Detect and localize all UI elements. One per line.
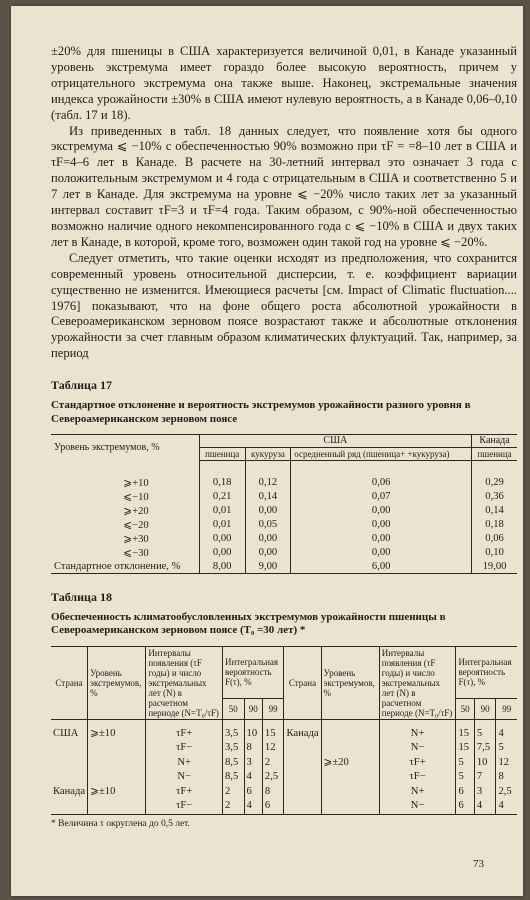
table-cell: 0,06 <box>291 461 472 490</box>
t18-h-prob-l: Интегральная вероятность F(τ), % <box>223 646 284 698</box>
table-cell: 0,14 <box>472 504 517 518</box>
t18-h-99-r: 99 <box>496 698 517 719</box>
table-cell <box>284 756 321 771</box>
table-cell: 0,07 <box>291 490 472 504</box>
table-cell: 0,00 <box>291 532 472 546</box>
row-label: ⩾+10 <box>123 477 149 489</box>
table-row <box>51 756 517 771</box>
table-cell: N− <box>146 770 223 785</box>
table-cell: 0,21 <box>199 490 245 504</box>
t17-h-corn: кукуруза <box>245 448 291 461</box>
table18-number: Таблица 18 <box>51 589 112 604</box>
table-cell: N+ <box>379 719 456 741</box>
table-cell: 15 <box>456 719 474 741</box>
row-label: ⩽−20 <box>123 519 149 531</box>
table-cell: 4 <box>244 770 262 785</box>
t18-h-90-r: 90 <box>474 698 496 719</box>
table-cell: 0,18 <box>472 518 517 532</box>
paragraph-2: Из приведенных в табл. 18 данных следует, что появление хотя бы одного экстремума ⩽ −10% с обеспеченностью 90% возможно при τF = =8–10 лет в США и τF=4–6 лет в Канаде. В расчете на 30-летний интервал это означает 3 года с положительным экстремумом и 4 года с отрицательным в США и соответственно 5 и 7 лет в Канаде. Для экстремума на уровне ⩽ −20% число таких лет за указанный интервал составит τF=3 и τF=4 года. Таким образом, с 90%-ной обеспеченностью возможно наличие одного некомпенсированного года с ⩽ −10% в США и двух таких лет в Канаде, в которой, кроме того, возможен один такой год на уровне ⩽ −20%. <box>51 123 517 249</box>
table-cell: 4 <box>496 719 517 741</box>
table-cell <box>321 770 379 785</box>
table-cell: 3 <box>474 785 496 800</box>
table-cell: 6,00 <box>291 560 472 574</box>
table-cell: 10 <box>474 756 496 771</box>
table18 <box>51 646 517 815</box>
table-cell <box>88 741 146 756</box>
table-cell <box>51 756 88 771</box>
table-cell: 0,14 <box>245 490 291 504</box>
table-cell: 9,00 <box>245 560 291 574</box>
table-cell: N+ <box>379 785 456 800</box>
page-number: 73 <box>473 858 484 870</box>
t18-h-level-r: Уровень экстремумов, % <box>321 646 379 719</box>
table-cell: 0,05 <box>245 518 291 532</box>
table-cell: 12 <box>262 741 284 756</box>
table-cell: 5 <box>474 719 496 741</box>
table-cell: 15 <box>262 719 284 741</box>
row-label: ⩾+20 <box>123 505 149 517</box>
t18-h-50-l: 50 <box>223 698 245 719</box>
table-cell: 0,00 <box>199 532 245 546</box>
t17-h-canada: Канада <box>472 435 517 448</box>
table-cell: ⩾±10 <box>88 785 146 800</box>
table-cell: 4 <box>244 799 262 814</box>
table-cell <box>321 719 379 741</box>
table-cell <box>88 770 146 785</box>
table-cell: 0,00 <box>245 532 291 546</box>
table-cell: 4 <box>474 799 496 814</box>
table-row <box>51 490 517 504</box>
table-cell: 8 <box>496 770 517 785</box>
table-cell: 0,00 <box>291 504 472 518</box>
t18-h-99-l: 99 <box>262 698 284 719</box>
table-cell: 0,06 <box>472 532 517 546</box>
table-row <box>51 799 517 814</box>
table-cell: 3,5 <box>223 719 245 741</box>
t17-h-wheat: пшеница <box>199 448 245 461</box>
table-row <box>51 532 517 546</box>
table-cell: τF+ <box>146 785 223 800</box>
table-cell: 4 <box>496 799 517 814</box>
t17-h-wheat-ca: пшеница <box>472 448 517 461</box>
table-cell: 3,5 <box>223 741 245 756</box>
table-cell <box>88 799 146 814</box>
paragraph-1: ±20% для пшеницы в США характеризуется величиной 0,01, в Канаде указанный уровень экстремума имеет гораздо более высокую вероятность, причем у отрицательного экстремума она также выше. Наконец, экстремальные значения индекса урожайности ±30% в США имеют нулевую вероятность, а в Канаде 0,06–0,10 (табл. 17 и 18). <box>51 44 517 122</box>
table-cell <box>284 741 321 756</box>
t18-h-50-r: 50 <box>456 698 474 719</box>
table-cell <box>284 770 321 785</box>
table-cell: ⩾±10 <box>88 719 146 741</box>
table-cell: 0,00 <box>245 546 291 560</box>
t18-h-90-l: 90 <box>244 698 262 719</box>
page-text <box>51 44 517 829</box>
table-cell: 2,5 <box>496 785 517 800</box>
t18-h-country-l: Страна <box>55 677 83 688</box>
table-row <box>51 546 517 560</box>
table-cell: 6 <box>456 799 474 814</box>
table-cell: 19,00 <box>472 560 517 574</box>
table-cell: 0,01 <box>199 518 245 532</box>
table-cell: 0,12 <box>245 461 291 490</box>
table-cell: США <box>53 727 79 739</box>
table-cell <box>321 799 379 814</box>
t17-h-level: Уровень экстремумов, % <box>54 441 160 453</box>
table-cell <box>51 741 88 756</box>
t17-h-avg: осредненный ряд (пшеница+ +кукуруза) <box>291 448 472 461</box>
t18-h-intervals-r: Интервалы появления (τF годы) и число экстремальных лет (N) в расчетном периоде (N=T₀/τF) <box>379 646 456 719</box>
table-cell: N+ <box>146 756 223 771</box>
table-cell: 2 <box>223 785 245 800</box>
table-cell: 0,00 <box>199 546 245 560</box>
table-cell: 8 <box>244 741 262 756</box>
table-cell: 6 <box>456 785 474 800</box>
table-cell <box>88 756 146 771</box>
table-row <box>51 770 517 785</box>
table-cell: 6 <box>244 785 262 800</box>
table17-caption: Стандартное отклонение и вероятность экстремумов урожайности разного уровня в Североамериканском зерновом поясе <box>51 399 471 425</box>
table-cell: 8,5 <box>223 770 245 785</box>
table-cell: Канада <box>284 719 321 741</box>
table-cell: 7 <box>474 770 496 785</box>
table-cell: τF+ <box>146 719 223 741</box>
table-row <box>51 504 517 518</box>
table17 <box>51 434 517 574</box>
row-label: ⩽−30 <box>123 547 149 559</box>
table-cell <box>51 799 88 814</box>
table-cell: τF+ <box>379 756 456 771</box>
table-cell: 5 <box>496 741 517 756</box>
table17-number: Таблица 17 <box>51 378 112 393</box>
table-row <box>51 785 517 800</box>
table-cell <box>321 785 379 800</box>
table-cell: 3 <box>244 756 262 771</box>
row-label: ⩽−10 <box>123 491 149 503</box>
table-cell <box>284 799 321 814</box>
table-cell <box>51 770 88 785</box>
table-cell: N− <box>379 741 456 756</box>
table-cell: 6 <box>262 799 284 814</box>
table-cell: 0,18 <box>199 461 245 490</box>
paragraph-3: Следует отметить, что такие оценки исходят из предположения, что сохранится современный уровень относительной дисперсии, т. е. коэффициент вариации существенно не изменится. Имеющиеся расчеты [см. Impact of Climatic fluctuation.... 1976] показывают, что на фоне общего роста абсолютной урожайности в Североамериканском зерновом поясе возрастают также и абсолютные отклонения урожайности за счет главным образом климатических флуктуаций. Так, например, за период <box>51 250 517 361</box>
table-cell: 10 <box>244 719 262 741</box>
table-row <box>51 560 517 574</box>
t18-h-prob-r: Интегральная вероятность F(τ), % <box>456 646 517 698</box>
t18-h-country-r: Страна <box>284 646 321 719</box>
table-row <box>51 719 517 741</box>
book-page <box>11 6 523 896</box>
table-cell: τF− <box>146 741 223 756</box>
table-row <box>51 518 517 532</box>
t17-h-usa: США <box>199 435 471 448</box>
row-label: ⩾+30 <box>123 533 149 545</box>
table-cell: 5 <box>456 770 474 785</box>
table-cell: N− <box>379 799 456 814</box>
row-label: Стандартное отклонение, % <box>54 560 181 572</box>
table-cell: 2 <box>223 799 245 814</box>
table-cell: 0,00 <box>291 546 472 560</box>
table-cell: 2 <box>262 756 284 771</box>
table-row <box>51 741 517 756</box>
table-cell <box>284 785 321 800</box>
table18-caption: Обеспеченность климатообусловленных экстремумов урожайности пшеницы в Североамериканском зерновом поясе (T₀ =30 лет) * <box>51 610 446 637</box>
table-cell: Канада <box>53 785 86 797</box>
table-cell: 0,00 <box>291 518 472 532</box>
table-cell: 15 <box>456 741 474 756</box>
table-cell: τF− <box>146 799 223 814</box>
table18-footnote: * Величина τ округлена до 0,5 лет. <box>51 818 190 829</box>
table-cell: 8,00 <box>199 560 245 574</box>
table-cell: 5 <box>456 756 474 771</box>
table-cell: 0,01 <box>199 504 245 518</box>
table-cell: 0,00 <box>245 504 291 518</box>
table-cell: 0,29 <box>472 461 517 490</box>
table-cell: 2,5 <box>262 770 284 785</box>
table-cell: 8 <box>262 785 284 800</box>
table-cell: 12 <box>496 756 517 771</box>
t18-h-intervals-l: Интервалы появления (τF годы) и число экстремальных лет (N) в расчетном периоде (N=T₀/τF) <box>146 646 223 719</box>
table-cell: 7,5 <box>474 741 496 756</box>
table-cell <box>321 741 379 756</box>
table-cell: ⩾±20 <box>321 756 379 771</box>
table-cell: 8,5 <box>223 756 245 771</box>
t18-h-level-l: Уровень экстремумов, % <box>88 646 146 719</box>
table-row <box>51 461 517 490</box>
table-cell: 0,36 <box>472 490 517 504</box>
table-cell: τF− <box>379 770 456 785</box>
table-cell: 0,10 <box>472 546 517 560</box>
